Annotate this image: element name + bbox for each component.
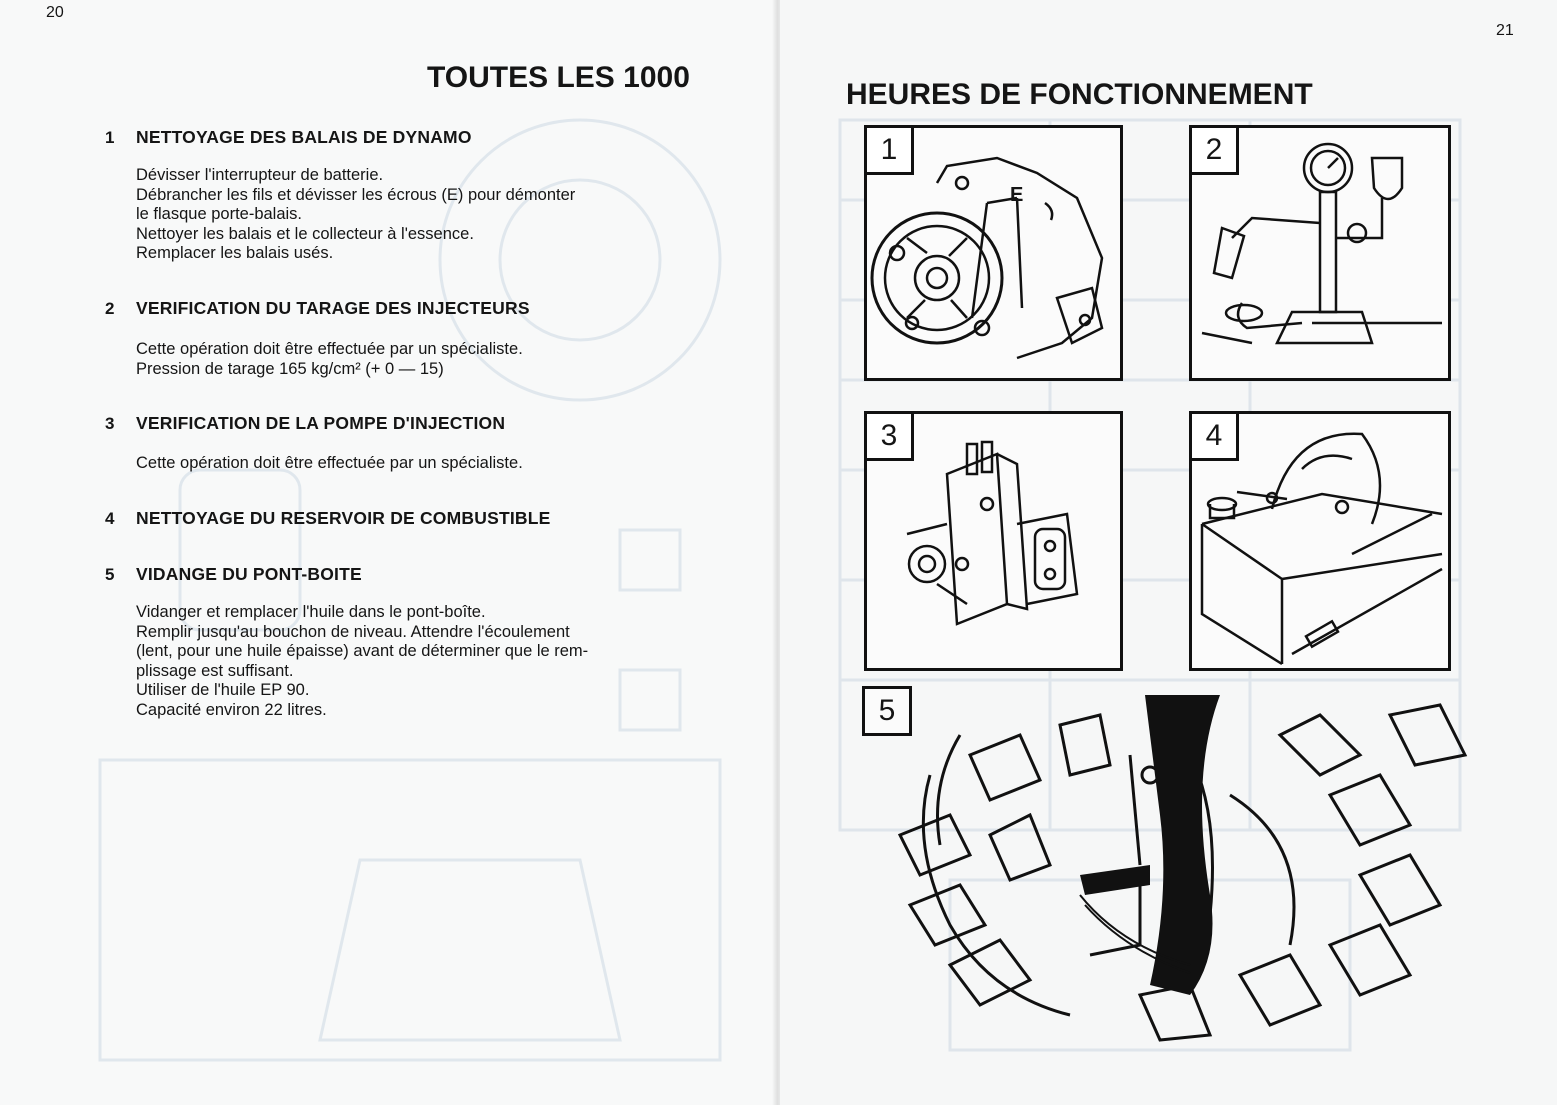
section-5-heading: VIDANGE DU PONT-BOITE <box>136 564 362 584</box>
panel-4-label: 4 <box>1189 411 1239 461</box>
panel-5-label: 5 <box>878 694 896 727</box>
section-1-line: Débrancher les fils et dévisser les écrous (E) pour démonter <box>136 185 576 204</box>
section-2-line: Cette opération doit être effectuée par un spécialiste. <box>136 340 523 358</box>
page-title-left: TOUTES LES 1000 <box>427 61 690 94</box>
section-2-body <box>136 340 523 379</box>
section-2-line: Pression de tarage 165 kg/cm² (+ 0 — 15) <box>136 359 444 378</box>
section-4-heading: NETTOYAGE DU RESERVOIR DE COMBUSTIBLE <box>136 508 551 528</box>
section-5-line: plissage est suffisant. <box>136 661 294 680</box>
section-3-number: 3 <box>105 414 115 433</box>
section-3-heading: VERIFICATION DE LA POMPE D'INJECTION <box>136 413 506 433</box>
section-1-line: Remplacer les balais usés. <box>136 244 334 262</box>
panel-2-label: 2 <box>1189 125 1239 175</box>
section-4-number: 4 <box>105 509 115 528</box>
panel-3-label: 3 <box>864 411 914 461</box>
section-2-number: 2 <box>105 299 115 318</box>
section-1-body <box>136 166 575 264</box>
illustration-panel-4 <box>1189 411 1451 671</box>
panel-1-label: 1 <box>864 125 914 175</box>
section-5-line: Remplir jusqu'au bouchon de niveau. Attendre l'écoulement <box>136 622 570 641</box>
section-1-line: le flasque porte-balais. <box>136 205 303 223</box>
section-3-line: Cette opération doit être effectuée par un spécialiste. <box>136 454 523 472</box>
page-number-right: 21 <box>1496 22 1514 39</box>
section-1-line: Dévisser l'interrupteur de batterie. <box>136 166 384 184</box>
page-number-left: 20 <box>46 4 64 21</box>
section-5-number: 5 <box>105 565 115 584</box>
page-title-right: HEURES DE FONCTIONNEMENT <box>846 78 1313 111</box>
axle-drain-illustration <box>890 695 1472 1045</box>
illustration-panel-3 <box>864 411 1123 671</box>
section-2-heading: VERIFICATION DU TARAGE DES INJECTEURS <box>136 298 530 318</box>
section-1-heading: NETTOYAGE DES BALAIS DE DYNAMO <box>136 127 472 147</box>
section-1-number: 1 <box>105 128 115 147</box>
section-5-line: Vidanger et remplacer l'huile dans le pont-boîte. <box>136 603 486 621</box>
illustration-panel-5-label-box <box>862 686 912 736</box>
section-5-line: (lent, pour une huile épaisse) avant de déterminer que le rem- <box>136 642 589 660</box>
section-5-line: Capacité environ 22 litres. <box>136 700 327 719</box>
callout-e: E <box>1010 184 1024 206</box>
illustration-panel-1 <box>864 125 1123 381</box>
section-1-line: Nettoyer les balais et le collecteur à l'essence. <box>136 224 474 243</box>
section-5-line: Utiliser de l'huile EP 90. <box>136 681 310 699</box>
section-3-body <box>136 454 523 474</box>
section-5-body <box>136 603 588 720</box>
illustration-panel-2 <box>1189 125 1451 381</box>
illustration-panel-5 <box>890 695 1472 1045</box>
